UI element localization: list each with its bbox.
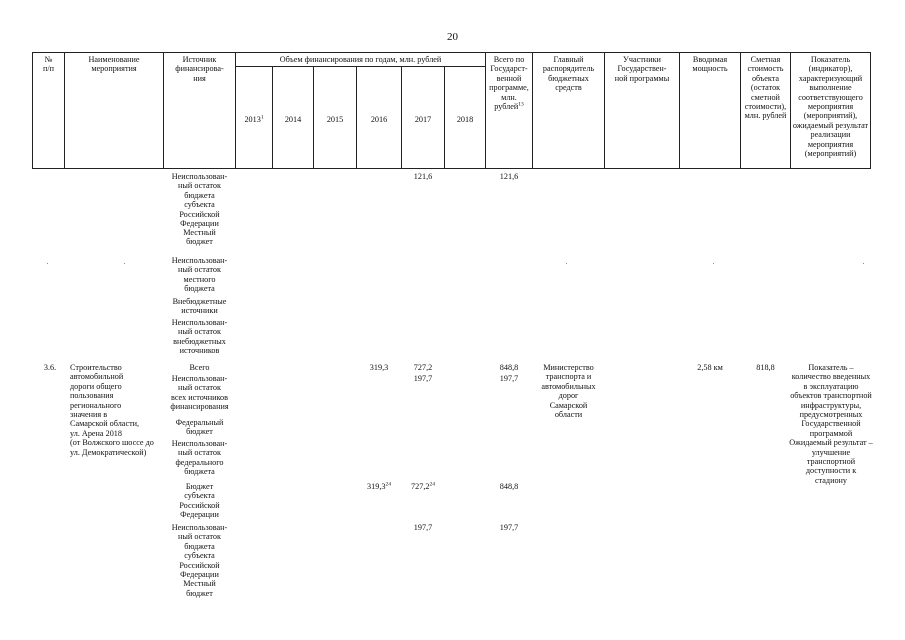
header-participants: Участники Государствен- ной программы	[614, 55, 670, 83]
scan-speck	[863, 263, 864, 264]
source-remaining-extrabudgetary: Неиспользован- ный остаток внебюджетных источников	[171, 318, 228, 356]
header-year-2017: 2017	[414, 115, 432, 124]
source-subject-budget: Бюджет субъекта Российской Федерации	[179, 482, 220, 520]
activity-name: Строительство автомобильной дороги общего пользования регионального значения в Самарской области, ул. Арена 2018 (от Волжского шоссе до ул. Демократической)	[70, 363, 154, 457]
header-cost: Сметная стоимость объекта (остаток сметной стоимости), млн. рублей	[744, 55, 787, 121]
header-source: Источник финансирова- ния	[175, 55, 224, 83]
scan-speck	[566, 263, 567, 264]
value-total: 121,6	[499, 172, 519, 181]
header-bottom-border	[32, 168, 870, 169]
value-total: 197,7	[499, 523, 519, 532]
value-total: 848,8	[499, 363, 519, 372]
row-number: 3.6.	[43, 363, 57, 372]
header-total: Всего по Государст- венной программе, млн. рублей$^{13}$	[489, 55, 529, 112]
col-border	[870, 52, 871, 169]
source-local-budget: Местный бюджет	[183, 228, 216, 247]
value-2017: 727,2	[413, 363, 433, 372]
capacity-value: 2,58 км	[697, 363, 723, 372]
header-volume: Объем финансирования по годам, млн. рублей	[279, 55, 442, 64]
scan-speck	[47, 263, 48, 264]
source-remaining-local-budget: Неиспользован- ный остаток местного бюджета	[171, 256, 228, 294]
cost-value: 818,8	[756, 363, 775, 372]
source-remaining-subject-budget: Неиспользован- ный остаток бюджета субъекта Российской Федерации	[171, 172, 228, 229]
header-year-2014: 2014	[284, 115, 302, 124]
value-2017: 197,7	[413, 523, 433, 532]
source-extrabudgetary: Внебюджетные источники	[172, 297, 227, 316]
value-2016: 319,3$^{24}$	[367, 481, 391, 491]
header-year-2013: 2013$^1$	[244, 114, 264, 124]
scan-speck	[713, 263, 714, 264]
header-capacity: Вводимая мощность	[692, 55, 728, 74]
col-border	[235, 52, 236, 169]
header-year-2016: 2016	[370, 115, 388, 124]
value-total: 197,7	[499, 374, 519, 383]
source-remaining-subject-and-local: Неиспользован- ный остаток бюджета субъекта Российской Федерации Местный бюджет	[171, 523, 228, 598]
value-total: 848,8	[499, 482, 519, 491]
source-all: Всего	[189, 363, 210, 372]
scan-speck	[124, 263, 125, 264]
header-year-2015: 2015	[326, 115, 344, 124]
header-year-2018: 2018	[456, 115, 474, 124]
header-num: № п/п	[42, 55, 55, 74]
indicator-text: Показатель – количество введенных в эксплуатацию объектов транспортной инфраструктуры, предусмотренных Государственной программой Ожидаемый результат – улучшение транспортной доступности к стадиону	[789, 363, 873, 485]
value-2017: 197,7	[413, 374, 433, 383]
header-name: Наименование мероприятия	[88, 55, 140, 74]
source-federal-budget: Федеральный бюджет	[175, 418, 224, 437]
value-2017: 121,6	[413, 172, 433, 181]
header-admin: Главный распорядитель бюджетных средств	[542, 55, 595, 93]
source-remaining-all: Неиспользован- ный остаток всех источников финансирования	[170, 374, 229, 412]
table-top-border	[32, 52, 870, 53]
header-indicator: Показатель (индикатор), характеризующий выполнение соответствующего мероприятия (мероприятий), ожидаемый результат реализации мероприятия (мероприятий)	[792, 55, 869, 159]
page-number: 20	[447, 31, 458, 43]
admin-ministry: Министерство транспорта и автомобильных дорог Самарской области	[541, 363, 596, 420]
value-2017: 727,2$^{24}$	[411, 481, 435, 491]
value-2016: 319,3	[369, 363, 389, 372]
source-remaining-federal: Неиспользован- ный остаток федерального бюджета	[171, 439, 228, 477]
